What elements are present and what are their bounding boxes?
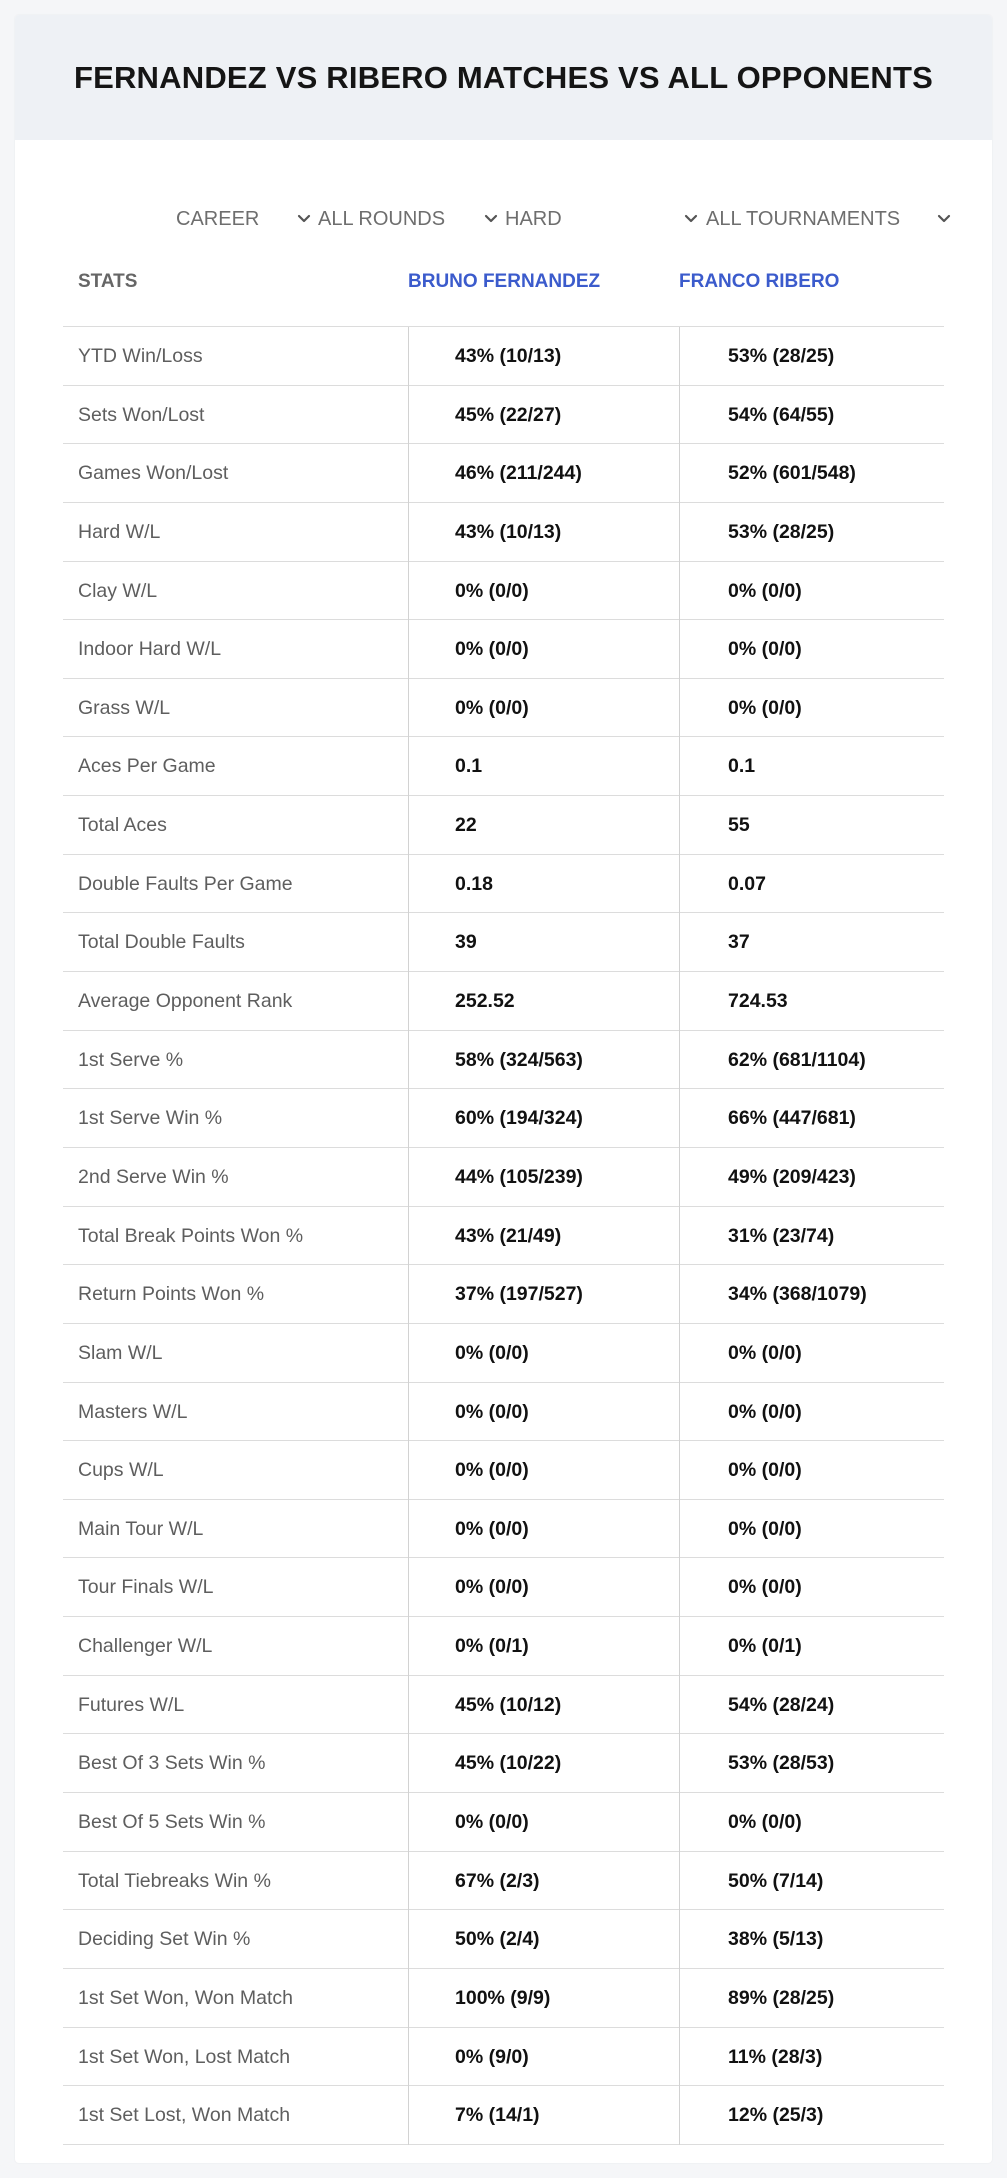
table-row (63, 1852, 944, 1911)
stat-label: Total Break Points Won % (78, 1224, 304, 1247)
player1-value: 252.52 (455, 990, 515, 1013)
player1-value: 0.18 (455, 872, 493, 895)
table-row (63, 1148, 944, 1207)
player2-value: 12% (25/3) (728, 2104, 824, 2127)
player2-value: 0.1 (728, 755, 756, 778)
table-row (63, 2086, 944, 2145)
table-row (63, 972, 944, 1031)
player2-value: 49% (209/423) (728, 1165, 856, 1188)
table-row (63, 737, 944, 796)
stat-label: 1st Set Won, Won Match (78, 1986, 293, 2009)
table-body (63, 327, 944, 2145)
table-row (63, 1969, 944, 2028)
table-row (63, 796, 944, 855)
stat-label: YTD Win/Loss (78, 345, 203, 367)
player1-value: 0% (0/0) (455, 1517, 529, 1540)
player2-value: 0% (0/0) (728, 1400, 802, 1423)
tournaments-select-value: ALL TOURNAMENTS (706, 207, 901, 230)
table-row (63, 679, 944, 738)
stat-label: Grass W/L (78, 696, 171, 719)
stat-label: 1st Serve Win % (78, 1107, 223, 1130)
player2-value: 724.53 (728, 990, 788, 1013)
player2-value: 31% (23/74) (728, 1224, 835, 1247)
chevron-down-icon (483, 211, 499, 227)
player1-value: 0% (0/0) (455, 1459, 529, 1482)
table-row (63, 1793, 944, 1852)
stat-label: Futures W/L (78, 1693, 185, 1716)
stat-label: Slam W/L (78, 1341, 163, 1364)
table-row (63, 1558, 944, 1617)
table-row (63, 1031, 944, 1090)
player2-value: 0% (0/0) (728, 1576, 802, 1599)
stat-label: 1st Set Won, Lost Match (78, 2045, 291, 2068)
table-row (63, 620, 944, 679)
player1-value: 0% (0/0) (455, 1341, 529, 1364)
player1-value: 0% (0/0) (455, 579, 529, 602)
table-row (63, 1324, 944, 1383)
player2-value: 38% (5/13) (728, 1928, 824, 1951)
player2-value: 54% (64/55) (728, 403, 835, 426)
player1-value: 43% (10/13) (455, 520, 562, 543)
table-row (63, 1500, 944, 1559)
player1-value: 0% (0/0) (455, 696, 529, 719)
stat-label: Total Double Faults (78, 931, 245, 954)
period-select[interactable] (176, 189, 316, 249)
rounds-select-value: ALL ROUNDS (318, 207, 446, 230)
player1-value: 39 (455, 931, 477, 954)
player2-value: 0% (0/0) (728, 1341, 802, 1364)
card-header (15, 15, 992, 140)
stat-label: Masters W/L (78, 1400, 188, 1423)
player2-value: 53% (28/53) (728, 1752, 835, 1775)
player1-value: 45% (10/12) (455, 1693, 562, 1716)
chevron-down-icon (683, 211, 699, 227)
stats-card (15, 15, 992, 2163)
player2-value: 11% (28/3) (728, 2045, 823, 2068)
table-row (63, 562, 944, 621)
player2-value: 0% (0/0) (728, 1811, 802, 1834)
stat-label: Aces Per Game (78, 755, 216, 778)
player1-value: 45% (10/22) (455, 1752, 562, 1775)
player1-value: 67% (2/3) (455, 1869, 540, 1892)
player1-value: 0% (0/0) (455, 1811, 529, 1834)
table-row (63, 1617, 944, 1676)
player2-value: 53% (28/25) (728, 520, 835, 543)
player2-value: 55 (728, 814, 750, 837)
stat-label: Clay W/L (78, 579, 158, 602)
stat-label: Indoor Hard W/L (78, 638, 222, 661)
chevron-down-icon (936, 211, 952, 227)
table-row (63, 2028, 944, 2087)
player2-value: 37 (728, 931, 750, 954)
player1-value: 46% (211/244) (455, 462, 582, 485)
stat-label: Sets Won/Lost (78, 403, 205, 426)
player1-value: 60% (194/324) (455, 1107, 583, 1130)
table-row (63, 913, 944, 972)
table-row (63, 1441, 944, 1500)
player2-value: 50% (7/14) (728, 1869, 824, 1892)
player1-value: 0.1 (455, 755, 483, 778)
column-header-player1[interactable]: BRUNO FERNANDEZ (408, 271, 601, 292)
table-header (63, 249, 944, 327)
stat-label: Games Won/Lost (78, 462, 229, 485)
player1-value: 58% (324/563) (455, 1048, 583, 1071)
stat-label: Best Of 3 Sets Win % (78, 1752, 266, 1775)
player2-value: 62% (681/1104) (728, 1048, 866, 1071)
player1-value: 0% (0/0) (455, 1400, 529, 1423)
stat-label: Double Faults Per Game (78, 872, 293, 895)
stat-label: 1st Serve % (78, 1048, 184, 1071)
table-row (63, 1089, 944, 1148)
player1-value: 22 (455, 814, 477, 837)
stat-label: Challenger W/L (78, 1635, 213, 1658)
table-row (63, 386, 944, 445)
player1-value: 43% (10/13) (455, 345, 562, 367)
stat-label: 2nd Serve Win % (78, 1165, 229, 1188)
player1-value: 44% (105/239) (455, 1165, 583, 1188)
chevron-down-icon (296, 211, 312, 227)
column-header-stats: STATS (78, 271, 138, 292)
stat-label: Tour Finals W/L (78, 1576, 214, 1599)
stats-table (63, 249, 944, 2145)
stat-label: Return Points Won % (78, 1283, 265, 1306)
stat-label: Best Of 5 Sets Win % (78, 1811, 266, 1834)
rounds-select[interactable] (318, 189, 503, 249)
table-row (63, 1383, 944, 1442)
column-header-player2[interactable]: FRANCO RIBERO (679, 271, 840, 292)
column-divider (679, 327, 680, 2145)
table-row (63, 444, 944, 503)
column-divider (408, 327, 409, 2145)
player1-value: 43% (21/49) (455, 1224, 562, 1247)
player1-value: 7% (14/1) (455, 2104, 540, 2127)
stat-label: Average Opponent Rank (78, 990, 293, 1013)
tournaments-select[interactable] (706, 189, 956, 249)
player2-value: 0.07 (728, 872, 766, 895)
table-row (63, 855, 944, 914)
player2-value: 89% (28/25) (728, 1986, 835, 2009)
player1-value: 0% (0/0) (455, 638, 529, 661)
player1-value: 37% (197/527) (455, 1283, 583, 1306)
stat-label: Total Aces (78, 814, 167, 837)
player2-value: 0% (0/0) (728, 638, 802, 661)
player2-value: 52% (601/548) (728, 462, 856, 485)
player2-value: 0% (0/0) (728, 579, 802, 602)
player2-value: 0% (0/0) (728, 696, 802, 719)
table-row (63, 1265, 944, 1324)
stat-label: Total Tiebreaks Win % (78, 1869, 271, 1892)
surface-select-value: HARD (505, 207, 562, 230)
page-title: FERNANDEZ VS RIBERO MATCHES VS ALL OPPONENTS (73, 59, 934, 95)
player2-value: 34% (368/1079) (728, 1283, 867, 1306)
stat-label: Main Tour W/L (78, 1517, 204, 1540)
filter-bar (15, 189, 992, 249)
stat-label: Hard W/L (78, 520, 161, 543)
table-row (63, 1676, 944, 1735)
player2-value: 0% (0/1) (728, 1635, 802, 1658)
table-row (63, 1734, 944, 1793)
player2-value: 0% (0/0) (728, 1459, 802, 1482)
player1-value: 0% (9/0) (455, 2045, 529, 2068)
surface-select[interactable] (505, 189, 703, 249)
stat-label: Cups W/L (78, 1459, 164, 1482)
period-select-value: CAREER (176, 207, 260, 230)
stat-label: 1st Set Lost, Won Match (78, 2104, 291, 2127)
table-row (63, 1207, 944, 1266)
table-row (63, 327, 944, 386)
player1-value: 45% (22/27) (455, 403, 562, 426)
player1-value: 100% (9/9) (455, 1986, 551, 2009)
player2-value: 66% (447/681) (728, 1107, 856, 1130)
player1-value: 0% (0/1) (455, 1635, 529, 1658)
player2-value: 0% (0/0) (728, 1517, 802, 1540)
player1-value: 50% (2/4) (455, 1928, 540, 1951)
stat-label: Deciding Set Win % (78, 1928, 251, 1951)
player2-value: 53% (28/25) (728, 345, 835, 367)
player1-value: 0% (0/0) (455, 1576, 529, 1599)
table-row (63, 1910, 944, 1969)
table-row (63, 503, 944, 562)
player2-value: 54% (28/24) (728, 1693, 835, 1716)
